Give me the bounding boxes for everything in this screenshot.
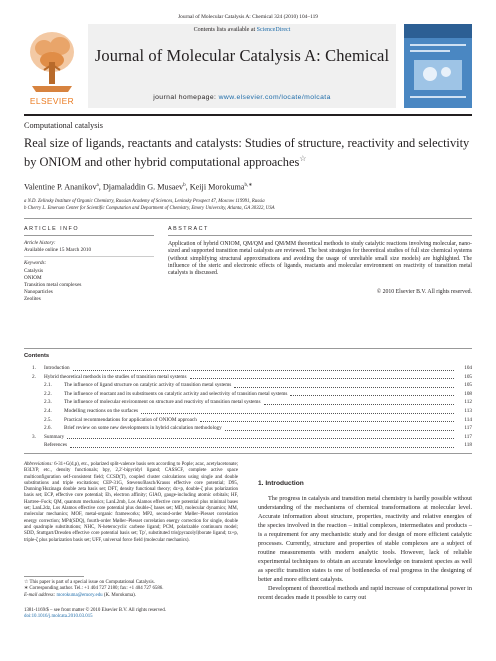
- title-footnote-mark[interactable]: ☆: [299, 154, 307, 163]
- toc-entry-page: 114: [464, 416, 472, 423]
- toc-entry-number: 2.6.: [44, 425, 52, 432]
- footnote-email: [24, 593, 238, 599]
- article-title: [24, 136, 474, 170]
- footnote-corresponding-author: ∗ Corresponding author. Tel.: +1 404 727 2180; fax: +1 404 727 6586.: [24, 586, 164, 592]
- abbreviations-label: Abbreviations:: [24, 462, 53, 467]
- toc-entry-page: 104: [464, 365, 472, 371]
- running-head: Journal of Molecular Catalysis A: Chemical 324 (2010) 104–119: [178, 14, 318, 20]
- toc-dot-leader: [67, 431, 454, 440]
- toc-entry-number: 2.: [32, 373, 36, 380]
- masthead-rule: [24, 114, 472, 116]
- keyword-item: Catalysis: [24, 268, 44, 274]
- abstract-rule: [168, 235, 472, 236]
- toc-dot-leader: [73, 362, 454, 371]
- author-affiliation-mark: b: [183, 183, 186, 188]
- introduction-body: [258, 494, 472, 602]
- keyword-item: Transition metal complexes: [24, 281, 82, 288]
- toc-entry-page: 117: [464, 433, 472, 440]
- affiliation-a: a N.D. Zelinsky Institute of Organic Chemistry, Russian Academy of Sciences, Leninsky Prospect 47, Moscow 119991, Russia: [24, 199, 265, 204]
- toc-dot-leader: [264, 396, 454, 405]
- contents-available-line: [88, 27, 396, 33]
- author-separator: ,: [98, 182, 103, 192]
- toc-entry-title[interactable]: The influence of molecular environment on structure and reactivity of transition metal systems: [64, 399, 261, 406]
- introduction-heading: 1. Introduction: [258, 480, 304, 487]
- contents-prefix: Contents lists available at: [193, 27, 256, 33]
- journal-homepage-line: [88, 94, 396, 101]
- toc-dot-leader: [200, 414, 454, 423]
- masthead-banner: [88, 24, 396, 108]
- article-history-value: Available online 15 March 2010: [24, 247, 92, 253]
- homepage-link[interactable]: www.elsevier.com/locate/molcata: [218, 94, 331, 101]
- journal-cover-thumbnail: [404, 24, 472, 108]
- toc-dot-leader: [225, 422, 454, 431]
- abstract-text: Application of hybrid ONIOM, QM/QM and QM/MM theoretical methods to study catalytic reactions involving molecular, nano-sized and supported transition metal catalysts are reviewed. The best strategies for theoretical studies of full size chemical systems (without simplifying structural approximations and avoiding the usage of unreliable small size models) are highlighted. The influence of the steric and electronic effects of ligands, reactants and molecular environment on reactivity of transition metal catalysts is discussed.: [168, 241, 472, 277]
- toc-entry-number: 2.4.: [44, 407, 52, 414]
- publisher-name: ELSEVIER: [29, 96, 75, 106]
- sciencedirect-link[interactable]: ScienceDirect: [256, 27, 291, 33]
- abstract-copyright: © 2010 Elsevier B.V. All rights reserved.: [376, 289, 472, 295]
- author-separator: ,: [185, 182, 190, 192]
- toc-entry-title[interactable]: Brief review on some new developments in hybrid calculation methodology: [64, 425, 222, 432]
- author-name[interactable]: Keiji Morokuma: [189, 182, 245, 192]
- contents-heading: Contents: [24, 353, 50, 359]
- keywords-rule: [24, 256, 154, 257]
- affiliation-b: b Cherry L. Emerson Center for Scientific Computation and Department of Chemistry, Emory University, Atlanta, GA 30322, USA: [24, 206, 275, 211]
- elsevier-tree-logo: [24, 26, 80, 96]
- contents-rule-top: [24, 348, 472, 349]
- table-of-contents: [24, 364, 472, 450]
- toc-dot-leader: [190, 371, 454, 380]
- email-label: E-mail address:: [24, 592, 56, 598]
- toc-entry-page: 118: [464, 442, 472, 449]
- keyword-item: Zeolites: [24, 295, 41, 302]
- issn-block: [24, 608, 238, 621]
- toc-entry-number: 2.3.: [44, 399, 52, 406]
- keyword-list: [24, 268, 81, 303]
- journal-title: Journal of Molecular Catalysis A: Chemical: [94, 46, 390, 65]
- toc-entry-title[interactable]: Modelling reactions on the surfaces: [64, 407, 139, 414]
- affiliation-rule: [24, 218, 472, 219]
- footnotes: [24, 580, 238, 599]
- introduction-paragraph: Development of theoretical methods and rapid increase of computational power in recent decades made it possible to carry out: [258, 585, 472, 601]
- author-affiliation-mark: a: [96, 183, 99, 188]
- toc-entry-title[interactable]: Summary: [44, 433, 65, 440]
- author-name[interactable]: Djamaladdin G. Musaev: [102, 182, 184, 192]
- affiliations: [24, 198, 472, 212]
- toc-dot-leader: [141, 405, 454, 414]
- doi-link[interactable]: doi:10.1016/j.molcata.2010.03.015: [24, 614, 93, 620]
- abstract-heading: ABSTRACT: [168, 226, 209, 232]
- article-title-text: Real size of ligands, reactants and catalysts: Studies of structure, reactivity and selectivity by ONIOM and other hybrid computational approaches: [24, 136, 470, 170]
- toc-entry-title[interactable]: Practical recommendations for application of ONIOM approach: [64, 416, 197, 423]
- abbreviations-text: 6-31+G(d,p), etc., polarized split-valence basis sets according to Pople; acac, acetylacetonate; B3LYP, etc., density functionals; bpy, 2,2′-bipyridyl ligand; CASSCF, complete active space multiconfiguration self-consistent field; CCSD(T), coupled cluster calculations using single and double substitutions and triple excitations; CEP-31G, Stevens/Basch/Krauss effective core potential; D95, Dunning/Huzinaga double zeta basis set; DFT, density functional theory; dz+p, double-ζ plus polarization basis set; ECP, effective core potential; Eh, electron affinity; GIAO, gauge-including atomic orbitals; HF, Hartree–Fock; QM, quantum mechanics; LanL2mb, Los Alamos effective core potential plus minimal bases set; LanL2dz, Los Alamos effective core potential plus double-ζ bases set; MD, molecular dynamics; MM, molecular mechanics; MOF, metal-organic frameworks; MP2, second-order Møller–Plesset correlation energy correction; MP4(SDQ), fourth-order Møller–Plesset correlation energy correction for single, double and quadruple substitutions; NHC, N-heterocyclic carbene ligand; PCM, polarizable continuum model; SDD, Stuttgart/Dresden effective core potential basis set; Tp′, substituted tris(pyrazolyl)borate ligand; tz+p, triple-ζ plus polarization basis set; UFF, universal force field (molecular mechanics).: [24, 462, 238, 543]
- journal-masthead: [24, 24, 472, 110]
- toc-entry-page: 112: [464, 399, 472, 406]
- keyword-item: Nanoparticles: [24, 288, 53, 295]
- toc-entry-number: 2.5.: [44, 416, 52, 423]
- toc-entry-number: 2.1.: [44, 382, 52, 389]
- toc-entry-title[interactable]: The influence of ligand structure on catalytic activity of transition metal systems: [64, 382, 232, 389]
- toc-entry-title[interactable]: Hybrid theoretical methods in the studies of transition metal systems: [44, 373, 187, 380]
- email-suffix: (K. Morokuma).: [102, 592, 137, 598]
- toc-dot-leader: [70, 439, 454, 448]
- author-affiliation-mark: b,∗: [244, 183, 253, 188]
- footnote-rule: [24, 576, 84, 577]
- contents-rule-bottom: [24, 453, 472, 454]
- issn-line: 1381-1169/$ – see front matter © 2010 Elsevier B.V. All rights reserved.: [24, 608, 166, 613]
- abbreviations-note: [24, 462, 238, 544]
- author-list: [24, 182, 253, 192]
- toc-entry[interactable]: [24, 441, 472, 450]
- toc-entry-page: 105: [464, 373, 472, 380]
- footnote-special-issue: ☆ This paper is part of a special issue on Computational Catalysis.: [24, 580, 155, 585]
- toc-entry-page: 113: [464, 407, 472, 414]
- homepage-label: journal homepage:: [153, 94, 217, 101]
- keywords-label: Keywords:: [24, 260, 47, 266]
- keyword-item: ONIOM: [24, 274, 42, 281]
- section-type: Computational catalysis: [24, 121, 103, 130]
- toc-dot-leader: [234, 379, 454, 388]
- toc-dot-leader: [290, 388, 454, 397]
- toc-entry-page: 108: [464, 390, 472, 397]
- toc-entry-number: 3.: [32, 433, 36, 440]
- email-link[interactable]: morokuma@emory.edu: [56, 592, 103, 598]
- toc-entry-title[interactable]: The influence of reactant and its substituents on catalytic activity and selectivity of transition metal systems: [64, 390, 288, 397]
- toc-entry-title[interactable]: References: [44, 442, 68, 449]
- toc-entry-title[interactable]: Introduction: [44, 365, 70, 371]
- article-info-heading: ARTICLE INFO: [24, 226, 80, 232]
- article-history-label: Article history:: [24, 240, 56, 246]
- toc-entry-number: 1.: [32, 365, 36, 371]
- author-name[interactable]: Valentine P. Ananikov: [24, 182, 97, 192]
- toc-entry-number: 2.2.: [44, 390, 52, 397]
- article-info-rule: [24, 235, 154, 236]
- introduction-paragraph: The progress in catalysis and transition metal chemistry is hardly possible without understanding of the mechanisms of chemical transformations at molecular level. Accurate information about structure, properties, reactivity and relative energies of the species involved in the reaction – initial complexes, intermediates and products – is a requirement for any mechanistic study and for design of more efficient catalytic processes. Currently, structure and properties of stable complexes are a subject of routine measurements with modern analytic tools. However, lack of reliable experimental techniques to obtain an accurate knowledge on transient species as well as specific transition states is one of bottlenecks of real progress in the designing of better and more efficient catalysts.: [258, 495, 472, 583]
- toc-entry-page: 117: [464, 425, 472, 432]
- toc-entry-page: 105: [464, 382, 472, 389]
